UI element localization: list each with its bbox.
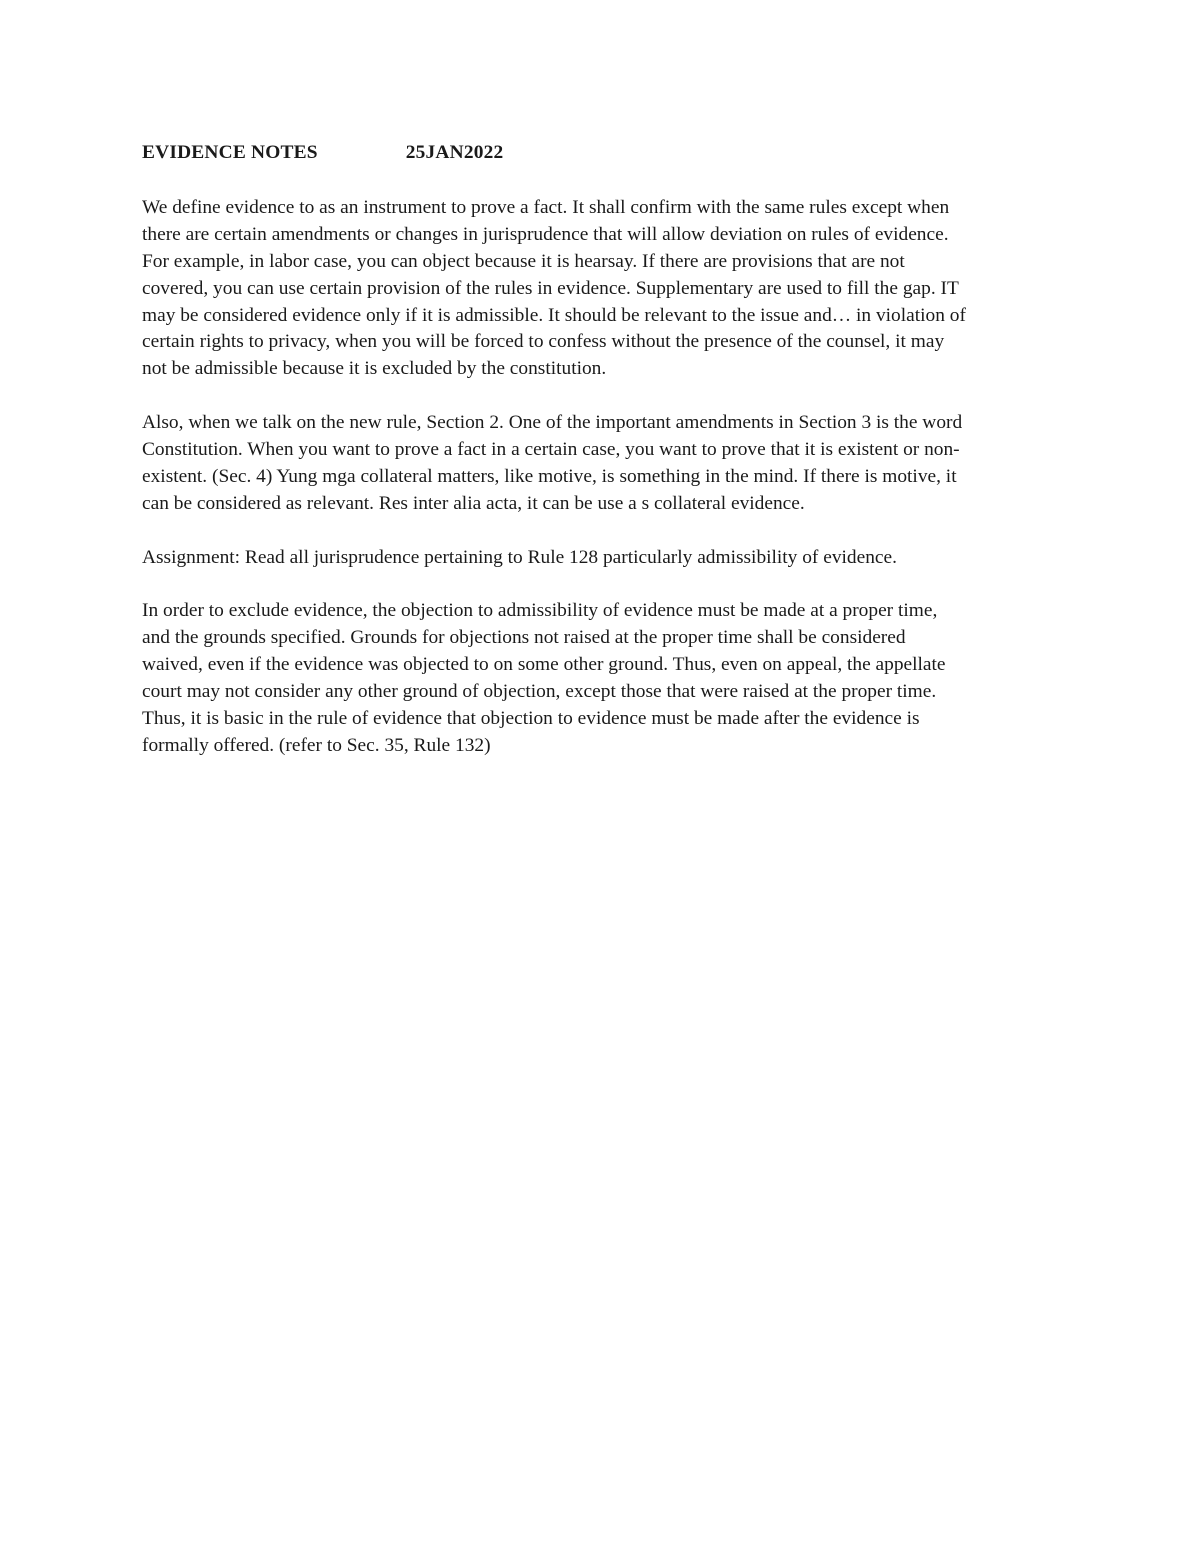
paragraph-objection [142, 598, 1072, 759]
paragraph-line: formally offered. (refer to Sec. 35, Rule 132) [142, 734, 491, 756]
paragraph-line: covered, you can use certain provision of the rules in evidence. Supplementary are used to fill the gap. IT [142, 277, 959, 299]
paragraph-line: can be considered as relevant. Res inter alia acta, it can be use a s collateral evidence. [142, 492, 805, 514]
paragraph-line: there are certain amendments or changes in jurisprudence that will allow deviation on rules of evidence. [142, 223, 949, 245]
paragraph-line: We define evidence to as an instrument to prove a fact. It shall confirm with the same rules except when [142, 196, 950, 218]
paragraph-line: Assignment: Read all jurisprudence pertaining to Rule 128 particularly admissibility of evidence. [142, 546, 897, 568]
paragraph-new-rule [142, 410, 1072, 518]
paragraph-line: certain rights to privacy, when you will be forced to confess without the presence of the counsel, it may [142, 331, 945, 353]
paragraph-line: For example, in labor case, you can object because it is hearsay. If there are provisions that are not [142, 250, 905, 272]
paragraph-line: In order to exclude evidence, the objection to admissibility of evidence must be made at a proper time, [142, 600, 938, 622]
paragraph-line: Also, when we talk on the new rule, Section 2. One of the important amendments in Section 3 is the word [142, 412, 963, 434]
document-date: 25JAN2022 [405, 142, 504, 163]
document-title: EVIDENCE NOTES [142, 142, 318, 163]
paragraph-line: not be admissible because it is excluded by the constitution. [142, 358, 607, 380]
paragraph-line: waived, even if the evidence was objected to on some other ground. Thus, even on appeal, the appellate [142, 654, 946, 676]
paragraph-line: and the grounds specified. Grounds for objections not raised at the proper time shall be considered [142, 627, 906, 649]
document-heading [142, 140, 1072, 167]
paragraph-definition [142, 195, 1072, 383]
paragraph-assignment [142, 545, 1072, 572]
paragraph-line: existent. (Sec. 4) Yung mga collateral matters, like motive, is something in the mind. If there is motive, it [142, 465, 957, 487]
paragraph-line: Thus, it is basic in the rule of evidence that objection to evidence must be made after the evidence is [142, 708, 920, 730]
document-body [142, 140, 1072, 787]
paragraph-line: court may not consider any other ground of objection, except those that were raised at the proper time. [142, 681, 937, 703]
paragraph-line: Constitution. When you want to prove a fact in a certain case, you want to prove that it is existent or non- [142, 439, 960, 461]
paragraph-line: may be considered evidence only if it is admissible. It should be relevant to the issue and… in violation of [142, 304, 966, 326]
